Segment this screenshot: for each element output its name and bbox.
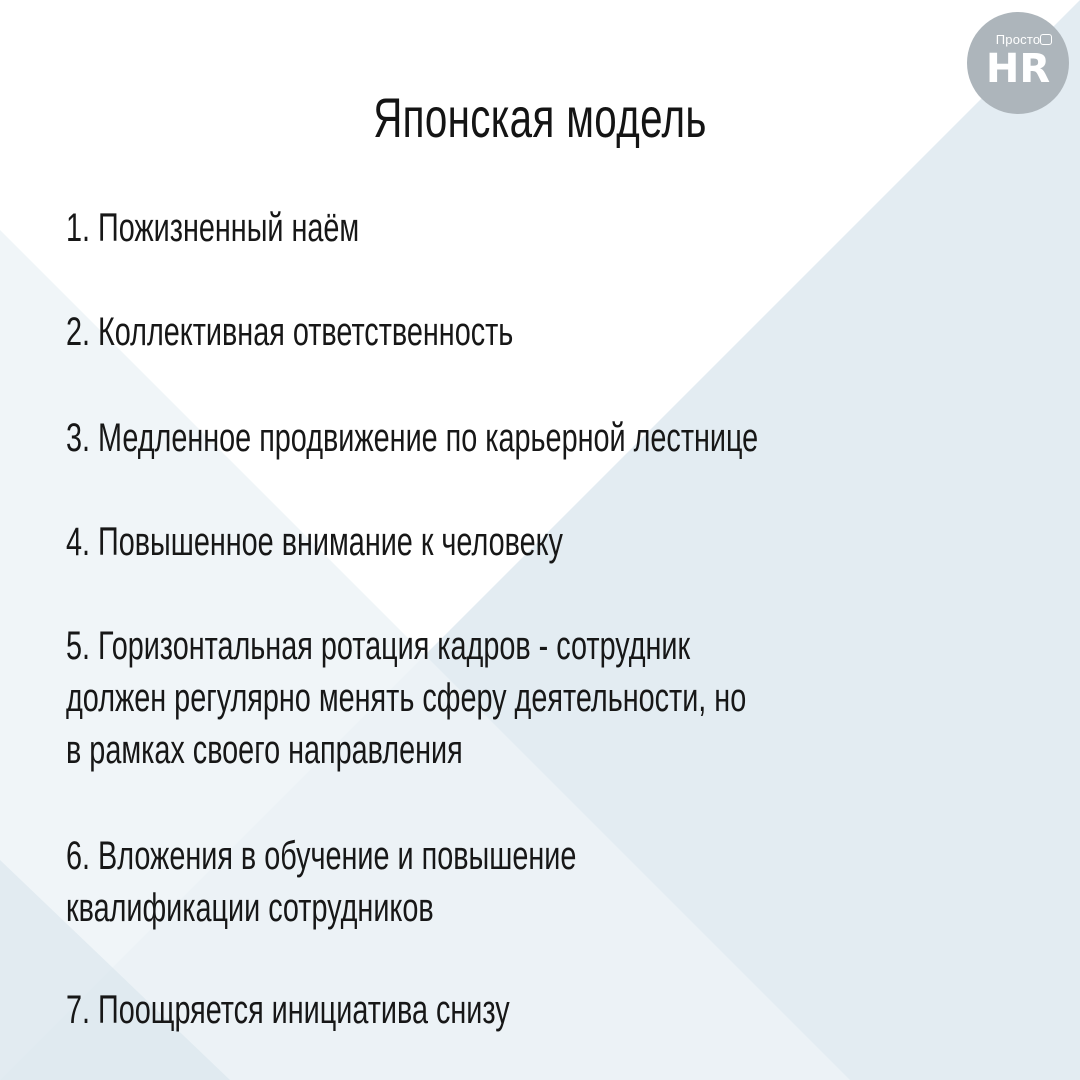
list-item-line: 5. Горизонтальная ротация кадров - сотрудник (66, 624, 691, 668)
list-item-line: 1. Пожизненный наём (66, 206, 360, 250)
chat-bubble-icon (1040, 34, 1052, 45)
list-item (66, 830, 576, 934)
prosto-hr-logo (967, 12, 1069, 114)
list-item (66, 620, 746, 776)
list-item-line: 3. Медленное продвижение по карьерной лестнице (66, 416, 759, 460)
list-item-line: 2. Коллективная ответственность (66, 310, 514, 354)
list-item-line: квалификации сотрудников (66, 886, 434, 930)
list-item-line: 6. Вложения в обучение и повышение (66, 834, 577, 878)
list-item (66, 412, 758, 464)
list-item (66, 516, 563, 568)
logo-small-text: Просто (995, 32, 1041, 47)
list-item-line: 7. Поощряется инициатива снизу (66, 988, 510, 1032)
list-item (66, 984, 510, 1036)
list-item (66, 306, 513, 358)
logo-big-text: HR (985, 46, 1051, 92)
page-title: Японская модель (373, 86, 707, 149)
list-item (66, 202, 359, 254)
list-item-line: 4. Повышенное внимание к человеку (66, 520, 563, 564)
list-item-line: должен регулярно менять сферу деятельности, но (66, 676, 747, 720)
list-item-line: в рамках своего направления (66, 728, 463, 772)
